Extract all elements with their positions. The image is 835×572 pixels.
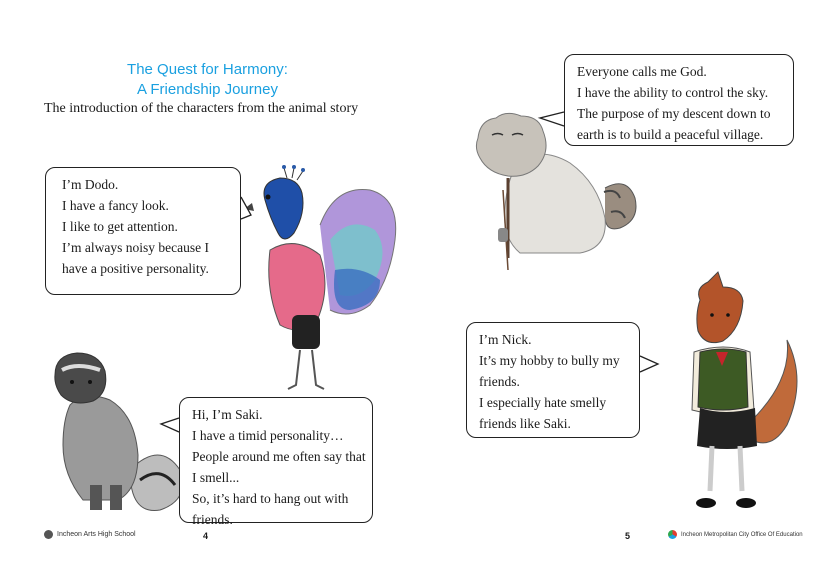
page-title-line1: The Quest for Harmony: [127,61,288,78]
dodo-line: have a positive personality. [62,261,209,276]
saki-speech-bubble [179,397,373,527]
nick-line: I especially hate smelly [479,395,607,410]
school-name: Incheon Arts High School [57,531,136,538]
nick-speech-bubble [466,322,640,438]
saki-line: Hi, I’m Saki. [192,407,263,422]
saki-line: I smell... [192,470,240,485]
god-line: earth is to build a peaceful village. [577,127,764,142]
god-line: Everyone calls me God. [577,64,707,79]
footer-office [668,530,803,539]
footer-school [44,530,136,539]
god-speech-bubble [564,54,794,146]
god-bubble-tail [540,112,564,126]
nick-bubble-tail [640,356,658,372]
saki-line: I have a timid personality… [192,428,344,443]
dodo-line: I have a fancy look. [62,198,169,213]
nick-fox-illustration [692,272,797,508]
page-number-right: 5 [625,531,631,541]
dodo-line: I’m Dodo. [62,177,119,192]
dodo-line: I’m always noisy because I [62,240,209,255]
page-number-left: 4 [203,531,209,541]
dodo-speech-bubble [45,167,241,295]
office-logo-icon [668,530,677,539]
nick-line: friends like Saki. [479,416,571,431]
page-subtitle: The introduction of the characters from the animal story [44,101,359,116]
saki-skunk-illustration [55,353,183,511]
office-name: Incheon Metropolitan City Office Of Education [681,531,803,538]
saki-bubble-tail [161,418,179,432]
page-title-line2: A Friendship Journey [137,81,278,98]
dodo-peacock-illustration [244,165,396,389]
nick-line: friends. [479,374,520,389]
nick-line: It’s my hobby to bully my [479,353,620,368]
dodo-line: I like to get attention. [62,219,178,234]
saki-line: So, it’s hard to hang out with [192,491,349,506]
god-line: The purpose of my descent down to [577,106,771,121]
nick-line: I’m Nick. [479,332,532,347]
school-logo-icon [44,530,53,539]
god-line: I have the ability to control the sky. [577,85,769,100]
saki-line: People around me often say that [192,449,366,464]
saki-line: friends. [192,512,233,527]
